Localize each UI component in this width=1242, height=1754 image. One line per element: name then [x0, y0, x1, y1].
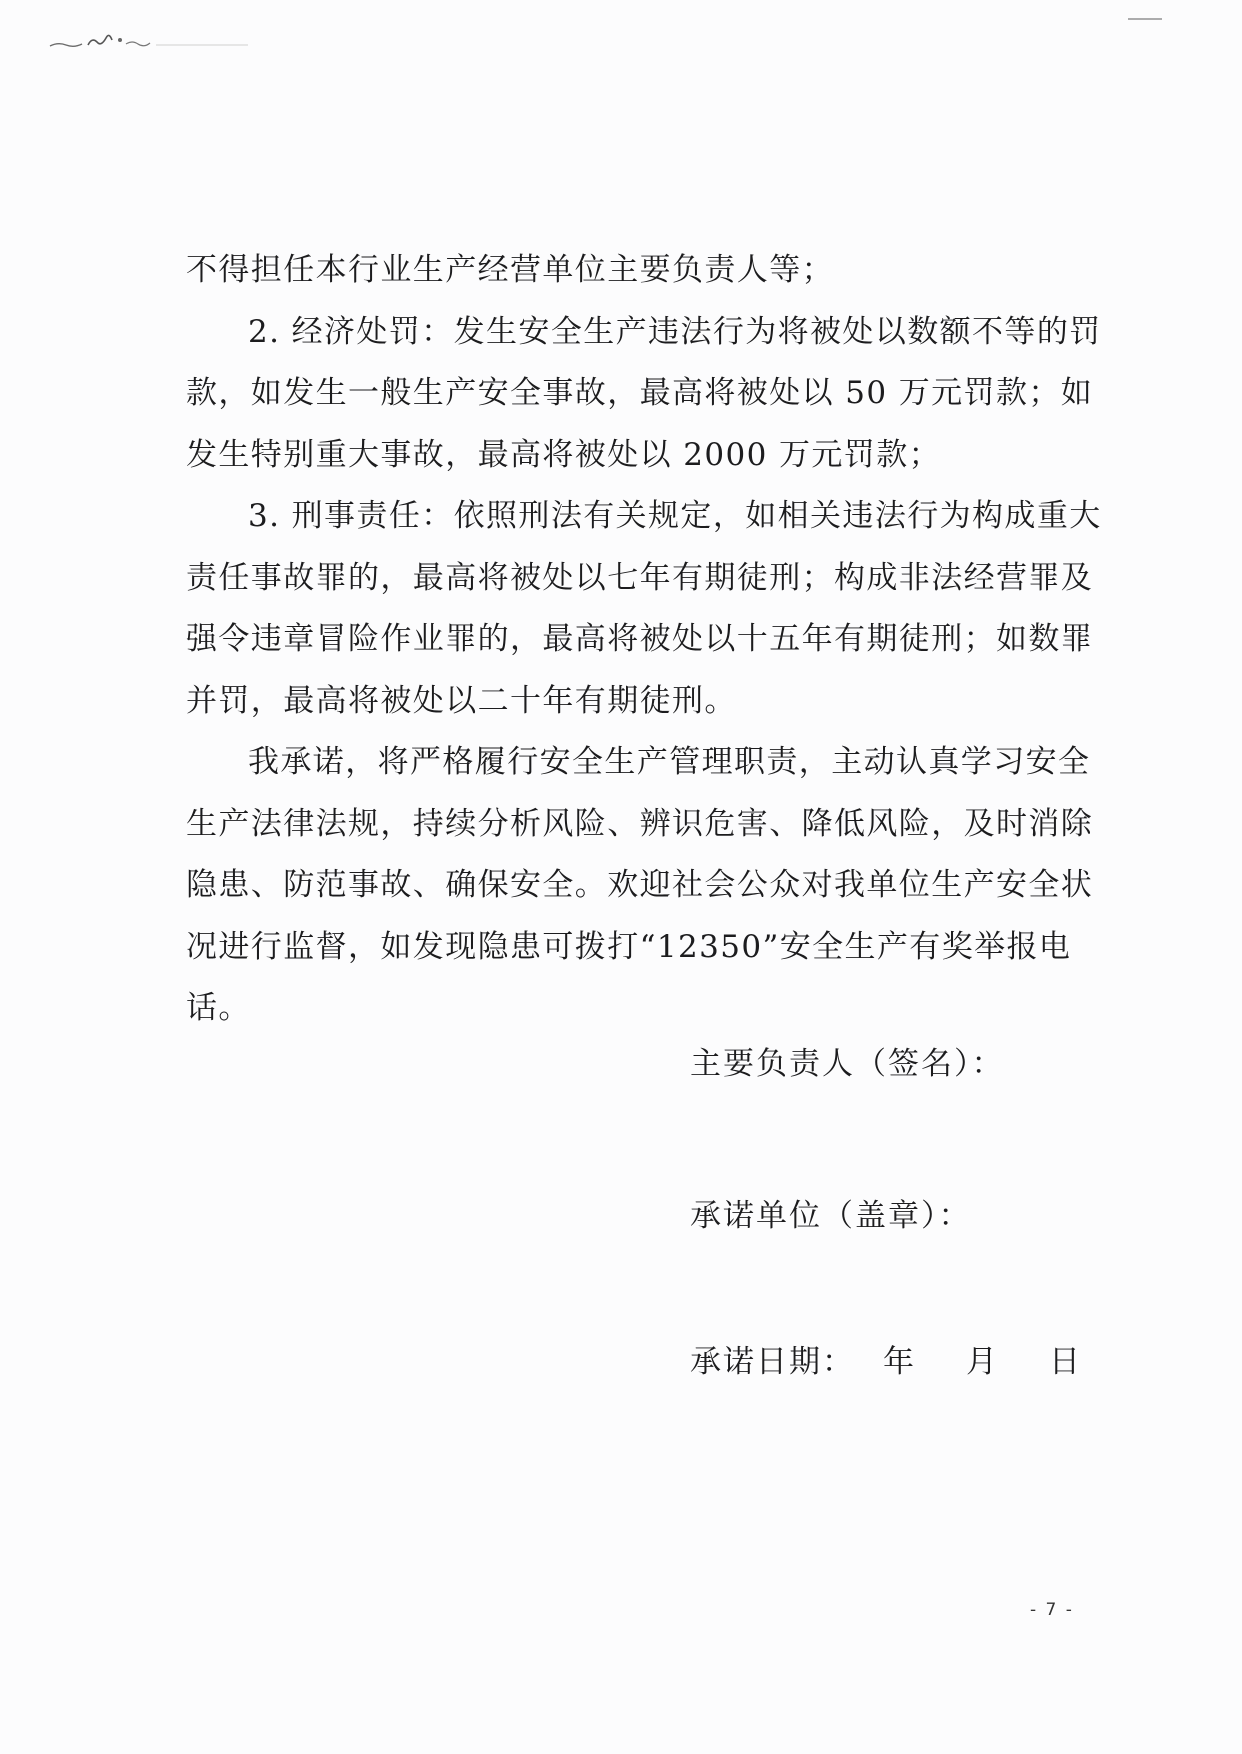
body-line: 我承诺，将严格履行安全生产管理职责，主动认真学习安全	[248, 744, 1091, 780]
body-line: 话。	[186, 990, 251, 1026]
body-line: 隐患、防范事故、确保安全。欢迎社会公众对我单位生产安全状	[186, 867, 1094, 903]
commitment-date-row	[690, 1336, 1082, 1381]
scan-artifact-mark	[48, 18, 248, 58]
scan-artifact-line	[1128, 18, 1162, 20]
unit-seal-label: 承诺单位（盖章）：	[690, 1198, 972, 1234]
body-line: 生产法律法规，持续分析风险、辨识危害、降低风险，及时消除	[186, 805, 1094, 842]
body-line: 强令违章冒险作业罪的，最高将被处以十五年有期徒刑；如数罪	[186, 621, 1094, 657]
body-line: 不得担任本行业生产经营单位主要负责人等；	[186, 252, 834, 288]
page-number: - 7 -	[1030, 1600, 1074, 1620]
body-line: 并罚，最高将被处以二十年有期徒刑。	[186, 682, 737, 719]
body-line: 发生特别重大事故，最高将被处以 2000 万元罚款；	[186, 436, 941, 473]
commitment-body	[186, 240, 1102, 1040]
body-line: 3. 刑事责任：依照刑法有关规定，如相关违法行为构成重大	[248, 498, 1102, 534]
date-month: 月	[966, 1344, 999, 1380]
date-label: 承诺日期：	[690, 1344, 855, 1380]
principal-signature-label: 主要负责人（签名）：	[690, 1046, 1005, 1082]
date-year: 年	[883, 1344, 916, 1380]
body-line: 况进行监督，如发现隐患可拨打“12350”安全生产有奖举报电	[186, 928, 1072, 965]
body-line: 责任事故罪的，最高将被处以七年有期徒刑；构成非法经营罪及	[186, 559, 1094, 596]
date-day: 日	[1049, 1344, 1082, 1380]
body-line: 款，如发生一般生产安全事故，最高将被处以 50 万元罚款；如	[186, 375, 1094, 411]
body-line: 2. 经济处罚：发生安全生产违法行为将被处以数额不等的罚	[248, 313, 1102, 350]
